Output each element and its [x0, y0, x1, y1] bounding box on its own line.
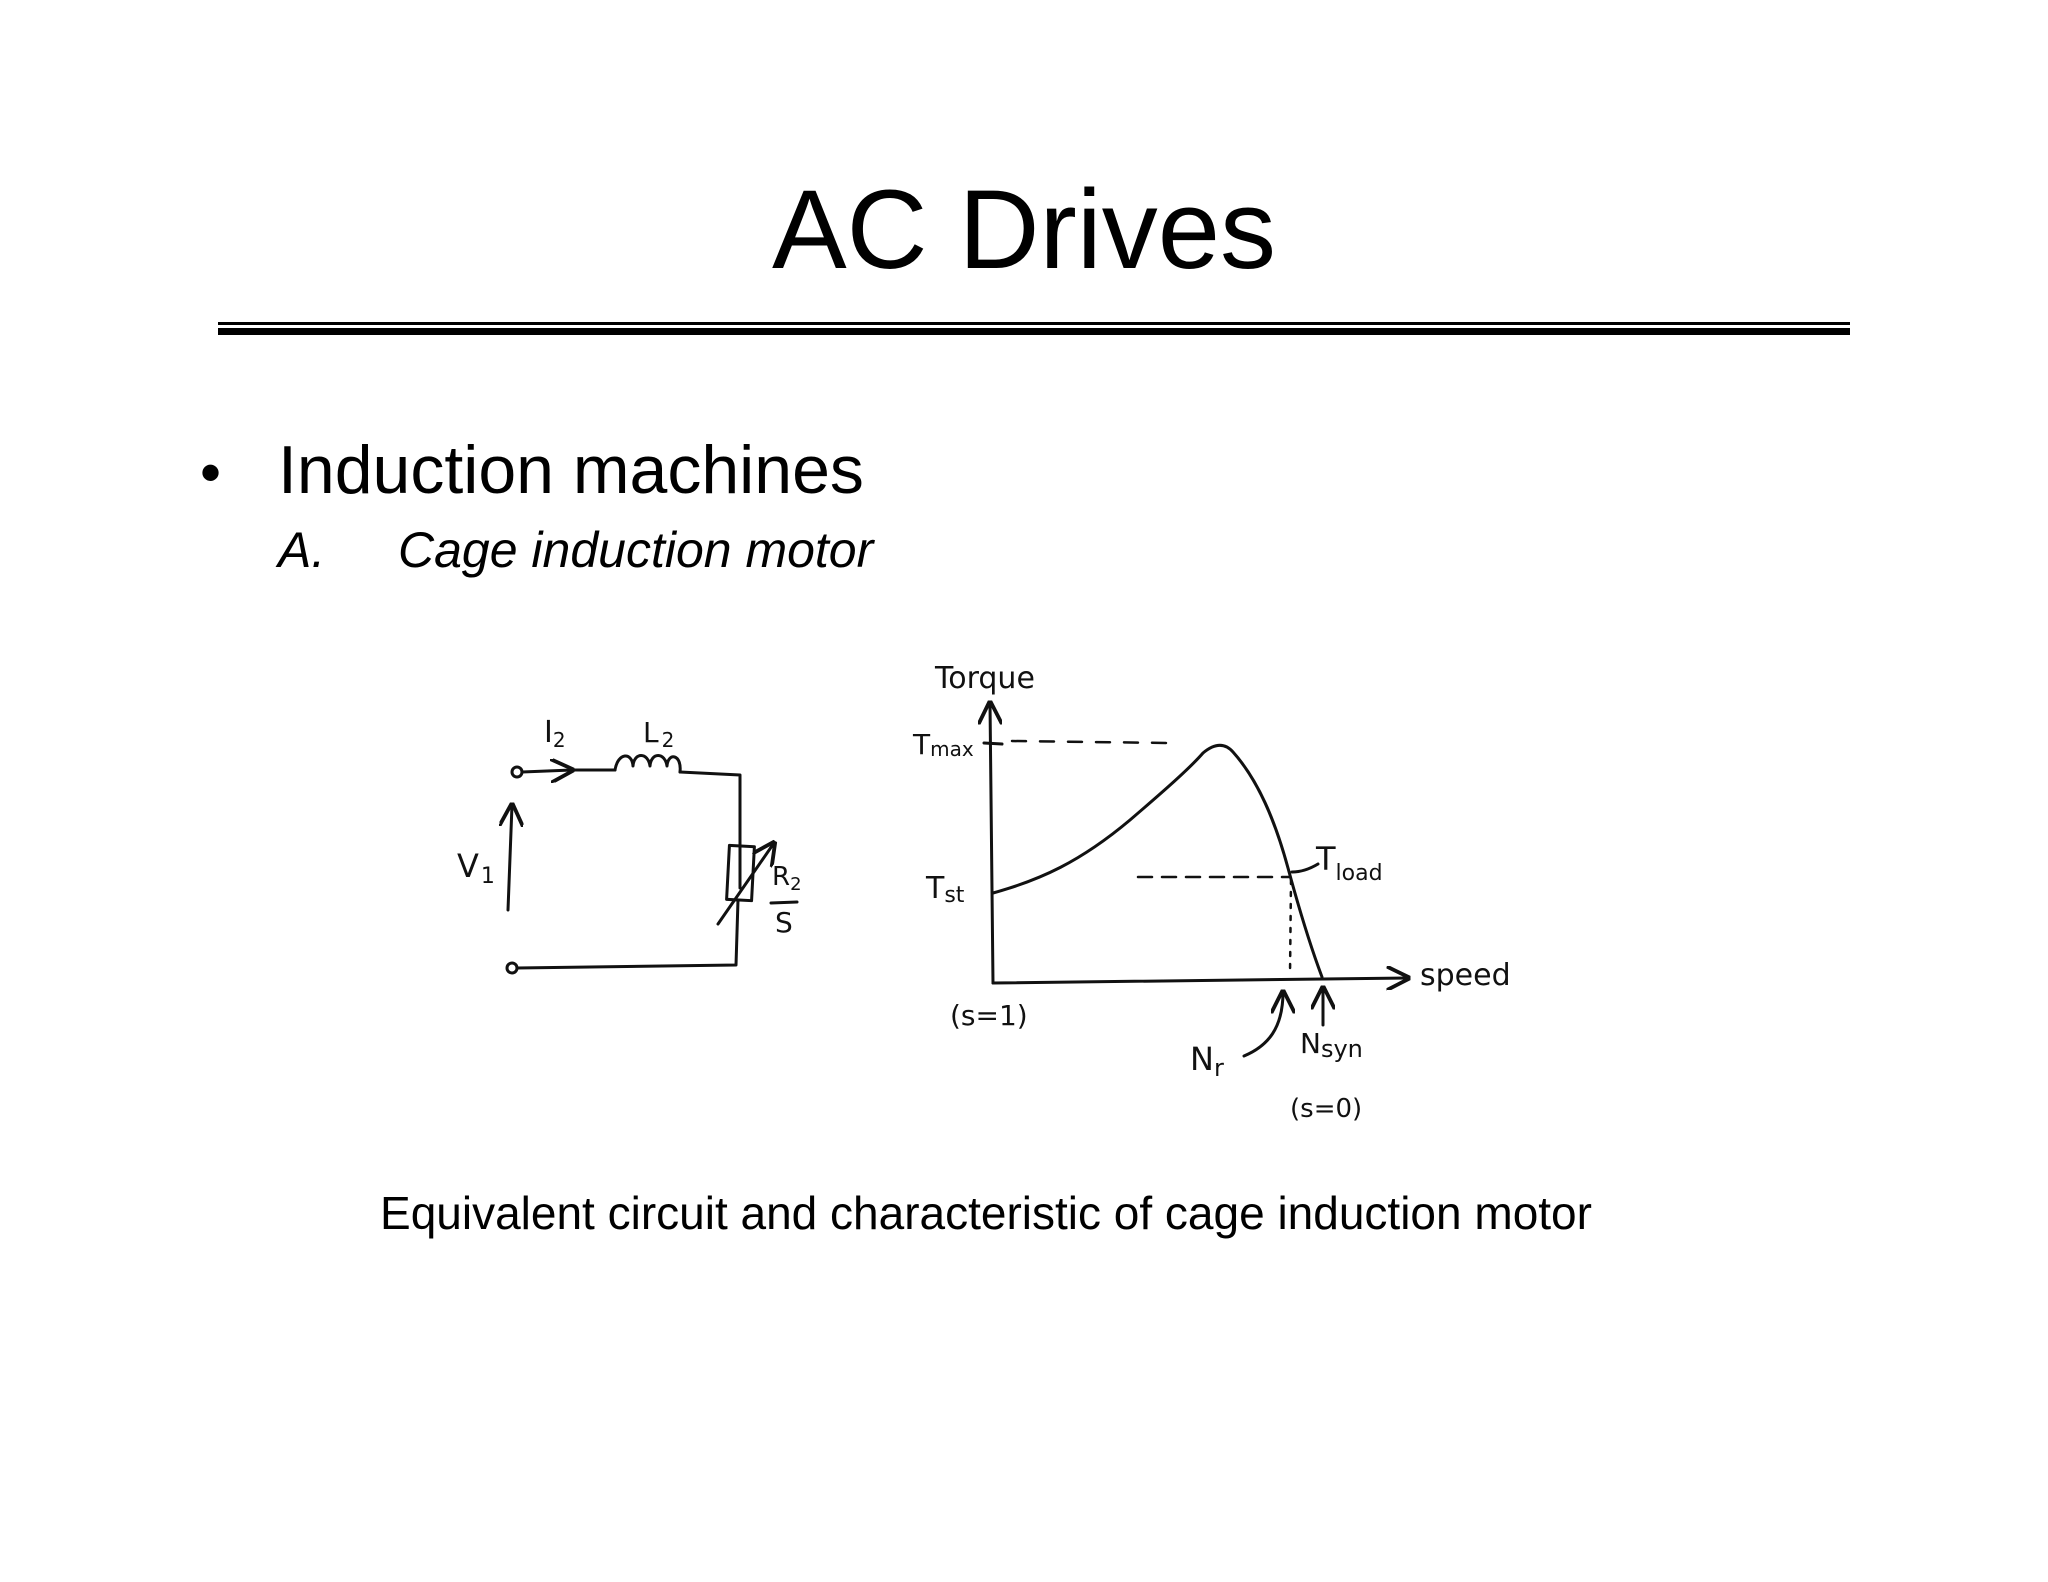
torque-axis [990, 703, 993, 983]
current-label: I2 [544, 715, 566, 752]
slide-title: AC Drives [771, 167, 1277, 292]
bullet-text: Induction machines [278, 432, 864, 508]
tload-label: $T_{load}$ [1316, 840, 1383, 886]
characteristic-labels [912, 661, 1511, 1124]
nr-label: Nr [1190, 1040, 1224, 1082]
sub-item-marker: A. [278, 522, 326, 578]
slip-sync-label: (s=0) [1290, 1094, 1363, 1124]
voltage-arrow [508, 805, 512, 910]
tload-leader [1292, 864, 1318, 872]
tst-label: Tst [926, 871, 965, 908]
bullet-dot-icon: • [200, 439, 222, 506]
terminal-bottom-icon [507, 963, 517, 973]
torque-axis-label: Torque [935, 661, 1035, 696]
current-arrow [522, 770, 572, 772]
inductor-icon [615, 756, 680, 773]
nr-dotted-line [1290, 880, 1291, 975]
wire-top-right [680, 772, 740, 888]
equivalent-circuit-diagram [507, 756, 797, 974]
torque-speed-curve [993, 745, 1322, 977]
figure-caption: Equivalent circuit and characteristic of cage induction motor [380, 1187, 1592, 1239]
wire-right-bottom [517, 900, 738, 968]
nr-arrow [1244, 992, 1283, 1056]
resistor-numerator: R2 [772, 862, 802, 895]
slip-start-label: (s=1) [950, 999, 1028, 1032]
nsyn-label: Nsyn [1300, 1027, 1363, 1063]
tmax-label: Tmax [913, 728, 974, 761]
speed-axis-label: speed [1420, 958, 1511, 993]
speed-axis [993, 978, 1408, 983]
tmax-dashed-line [1012, 741, 1170, 743]
sub-item-text: Cage induction motor [398, 522, 874, 578]
voltage-label: V1 [457, 847, 495, 889]
fraction-bar [771, 902, 797, 903]
resistor-denominator: S [775, 906, 793, 939]
tmax-tick [984, 743, 1002, 744]
inductor-label: L 2 [643, 716, 675, 752]
